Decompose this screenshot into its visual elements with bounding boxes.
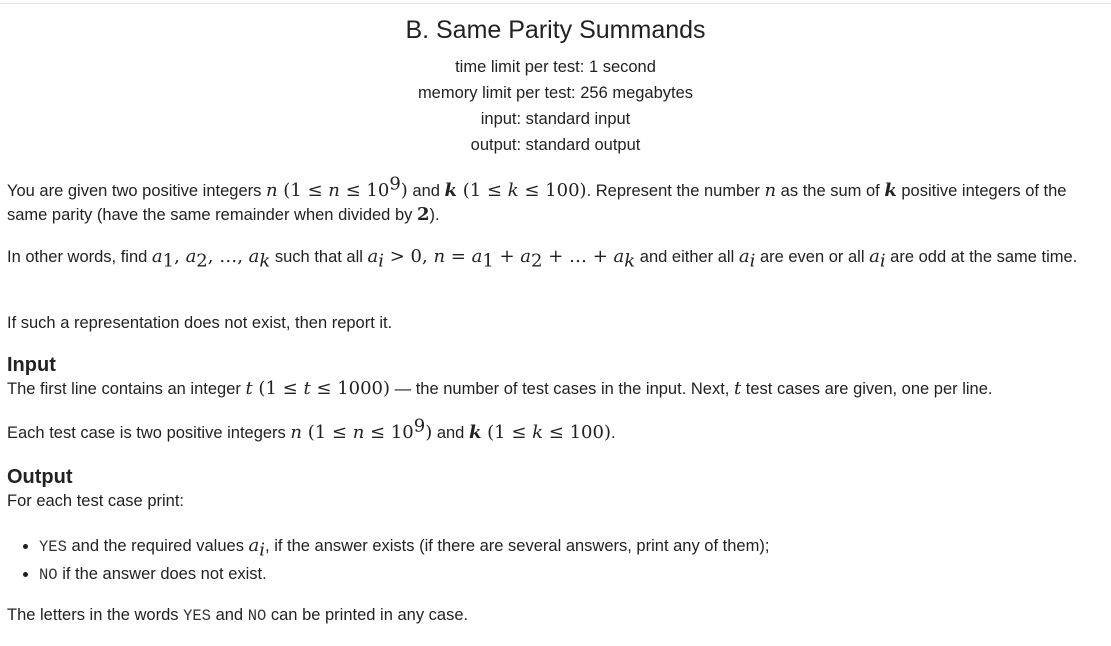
output-spec: output: standard output xyxy=(470,136,641,154)
time-limit: time limit per test: 1 second xyxy=(455,58,656,76)
problem-title: B. Same Parity Summands xyxy=(405,16,706,44)
output-list xyxy=(7,532,769,589)
output-intro: For each test case print: xyxy=(7,492,184,510)
statement-paragraph-1: You are given two positive integers n $(1 \le n \le 10^9)$ and k (1 ≤ k ≤ 100). Represent the number n as the sum of k positive integers of the same parity (have the same remainder when divided by 2). xyxy=(7,173,1067,225)
memory-limit: memory limit per test: 256 megabytes xyxy=(417,84,694,102)
top-divider xyxy=(0,3,1111,4)
statement-paragraph-3: If such a representation does not exist, then report it. xyxy=(7,314,393,332)
input-heading: Input xyxy=(7,354,56,376)
input-spec: input: standard input xyxy=(480,110,631,128)
problem-limits xyxy=(0,54,1111,158)
output-final-note: The letters in the words YES and NO can be printed in any case. xyxy=(7,606,469,625)
list-item: • NO if the answer does not exist. xyxy=(39,561,769,589)
problem-header xyxy=(0,14,1111,158)
input-paragraph-2: Each test case is two positive integers n $(1 \le n \le 10^9)$ and k (1 ≤ k ≤ 100). xyxy=(7,415,616,443)
output-heading: Output xyxy=(7,466,73,488)
statement-paragraph-2: In other words, find $a_1$, $a_2$, …, $a_k$ such that all $a_i > 0$, $n = a_1 + a_2$ + … + $a_k$ and either all $a_i$ are even or all $a_i$ are odd at the same time. xyxy=(7,246,1078,272)
input-paragraph-1: The first line contains an integer t (1 ≤ t ≤ 1000) — the number of test cases in the input. Next, t test cases are given, one per line. xyxy=(7,378,993,399)
list-item: • YES and the required values $a_i$, if the answer exists (if there are several answers, print any of them); xyxy=(39,532,769,561)
